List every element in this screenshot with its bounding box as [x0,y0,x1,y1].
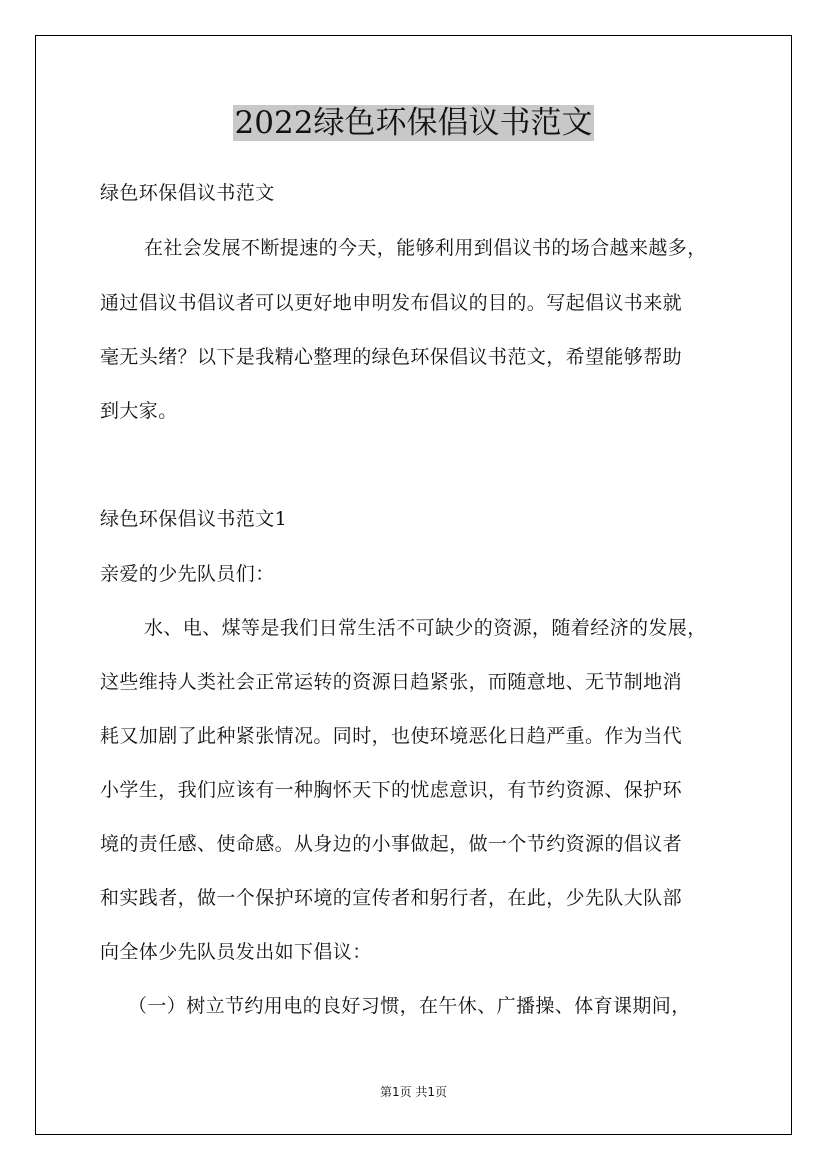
paragraph-line: 向全体少先队员发出如下倡议： [100,941,372,963]
paragraph-line: 小学生，我们应该有一种胸怀天下的忧虑意识，有节约资源、保护环 [100,779,683,801]
paragraph-line: 毫无头绪？以下是我精心整理的绿色环保倡议书范文，希望能够帮助 [100,346,683,368]
section-heading-intro: 绿色环保倡议书范文 [100,182,275,204]
document-title-text: 2022绿色环保倡议书范文 [234,105,593,141]
paragraph-line: 这些维持人类社会正常运转的资源日趋紧张，而随意地、无节制地消 [100,671,683,693]
paragraph-line: 水、电、煤等是我们日常生活不可缺少的资源，随着经济的发展， [144,617,707,639]
paragraph-line: 境的责任感、使命感。从身边的小事做起，做一个节约资源的倡议者 [100,833,683,855]
document-title [0,103,827,143]
salutation: 亲爱的少先队员们： [100,563,275,585]
paragraph-line: 和实践者，做一个保护环境的宣传者和躬行者，在此，少先队大队部 [100,887,683,909]
paragraph-line: 在社会发展不断提速的今天，能够利用到倡议书的场合越来越多， [144,237,707,259]
paragraph-line: 耗又加剧了此种紧张情况。同时，也使环境恶化日趋严重。作为当代 [100,725,683,747]
paragraph-line: 通过倡议书倡议者可以更好地申明发布倡议的目的。写起倡议书来就 [100,292,683,314]
list-item-1: （一）树立节约用电的良好习惯，在午休、广播操、体育课期间， [128,995,691,1017]
page-footer: 第1页 共1页 [379,1085,448,1099]
paragraph-line: 到大家。 [100,400,178,422]
section-heading-sample-1: 绿色环保倡议书范文1 [100,508,288,530]
